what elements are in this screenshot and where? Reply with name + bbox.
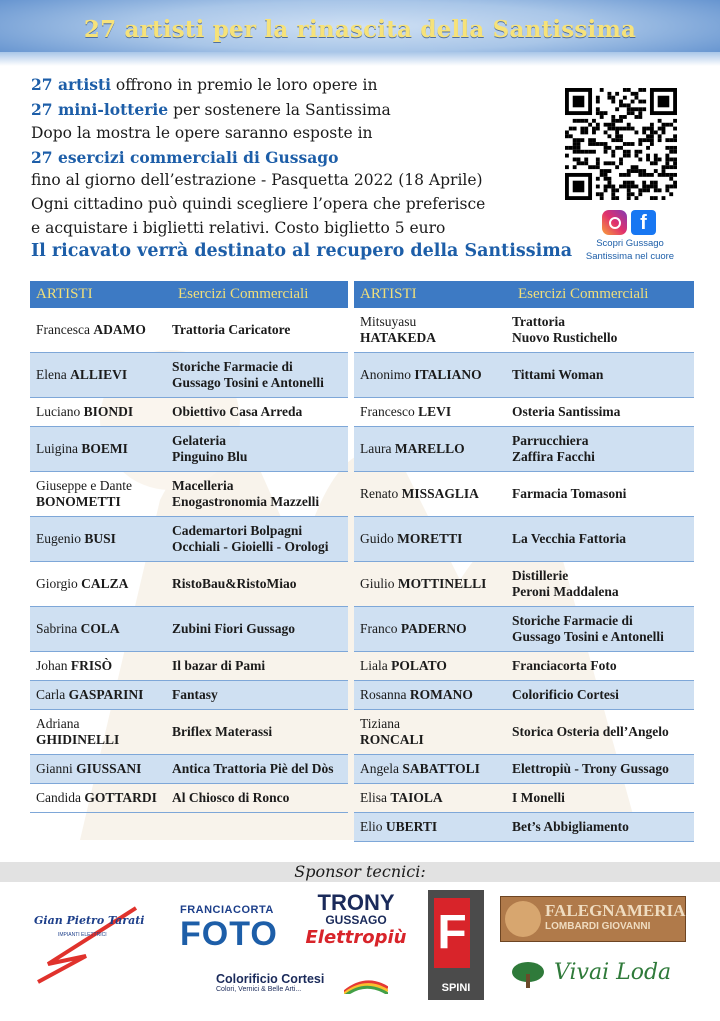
- artist-last-name: ADAMO: [93, 322, 146, 337]
- table-cell-group-right: [354, 813, 694, 842]
- artist-last-name: HATAKEDA: [360, 330, 437, 345]
- artist-first-name: Francesca: [36, 322, 94, 337]
- artist-name: [30, 441, 172, 457]
- intro-highlight: 27 mini-lotterie: [31, 99, 169, 119]
- artist-first-name: Sabrina: [36, 621, 81, 636]
- artist-first-name: Giuseppe e Dante: [36, 478, 132, 493]
- artist-name: [354, 441, 512, 457]
- artist-first-name: Johan: [36, 658, 71, 673]
- shop-name-line: Peroni Maddalena: [512, 584, 619, 599]
- falegnameria-wood-icon: [505, 901, 541, 937]
- shop-name: [512, 531, 694, 547]
- artist-name: [30, 621, 172, 637]
- artist-first-name: Liala: [360, 658, 392, 673]
- table-cell-group-right: [354, 607, 694, 652]
- table-cell-group-left: [30, 681, 348, 710]
- table-cell-group-right: [354, 398, 694, 427]
- vivai-loda-name: Vivai Loda: [554, 960, 672, 985]
- intro-highlight: 27 artisti: [31, 75, 111, 94]
- table-row: [30, 652, 694, 681]
- artist-name: [30, 531, 172, 547]
- shop-name: [172, 404, 348, 420]
- artist-last-name: GIUSSANI: [76, 761, 142, 776]
- artist-last-name: SABATTOLI: [402, 761, 480, 776]
- shop-name-line: Franciacorta Foto: [512, 658, 617, 673]
- artist-name: [354, 790, 512, 806]
- sponsor-logos: [0, 884, 720, 1021]
- artist-name: [354, 658, 512, 674]
- qr-code[interactable]: [565, 88, 677, 200]
- table-header: [30, 281, 694, 308]
- table-cell-group-right: [354, 710, 694, 755]
- shop-name: [512, 687, 694, 703]
- table-cell-group-right: [354, 427, 694, 472]
- social-caption-line: Scopri Gussago: [596, 238, 664, 249]
- colorificio-cortesi-logo: [216, 972, 396, 1006]
- artist-last-name: MISSAGLIA: [401, 486, 479, 501]
- artist-name: [354, 716, 512, 748]
- artist-first-name: Adriana: [36, 716, 80, 731]
- table-cell-group-left: [30, 517, 348, 562]
- table-row: [30, 681, 694, 710]
- artist-first-name: Carla: [36, 687, 69, 702]
- artist-first-name: Franco: [360, 621, 401, 636]
- artist-name: [30, 322, 172, 338]
- shop-name-line: Macelleria: [172, 478, 234, 493]
- table-cell-group-right: [354, 652, 694, 681]
- artist-first-name: Giulio: [360, 576, 398, 591]
- artist-last-name: MOTTINELLI: [397, 576, 487, 591]
- artist-last-name: COLA: [80, 621, 120, 636]
- table-cell-group-left: [30, 398, 348, 427]
- page-title: 27 artisti per la rinascita della Santissima: [83, 16, 637, 43]
- intro-text-line: Ogni cittadino può quindi scegliere l’opera che preferisce: [31, 194, 486, 213]
- shop-name: [512, 314, 694, 346]
- shop-name-line: Gelateria: [172, 433, 226, 448]
- shop-name: [172, 576, 348, 592]
- artist-first-name: Rosanna: [360, 687, 410, 702]
- intro-conclusion: Il ricavato verrà destinato al recupero della Santissima: [31, 241, 573, 262]
- shop-name: [172, 322, 348, 338]
- artist-name: [30, 790, 172, 806]
- shop-name: [512, 613, 694, 645]
- column-header-shops: Esercizi Commerciali: [518, 286, 649, 302]
- table-cell-group-left: [30, 562, 348, 607]
- artist-last-name: FRISÒ: [70, 658, 113, 673]
- shop-name-line: Cademartori Bolpagni: [172, 523, 303, 538]
- shop-name-line: Pinguino Blu: [172, 449, 248, 464]
- table-row: [30, 607, 694, 652]
- artist-first-name: Laura: [360, 441, 395, 456]
- tarati-name: Gian Pietro Tarati: [34, 914, 145, 927]
- artist-name: [30, 367, 172, 383]
- artist-first-name: Guido: [360, 531, 398, 546]
- intro-highlight: 27 esercizi commerciali di Gussago: [31, 147, 339, 167]
- social-caption-line: Santissima nel cuore: [585, 250, 675, 262]
- artist-name: [30, 404, 172, 420]
- artist-last-name: ITALIANO: [414, 367, 482, 382]
- artist-last-name: BONOMETTI: [36, 494, 121, 509]
- shop-name-line: Parrucchiera: [512, 433, 589, 448]
- tarati-logo: [28, 904, 148, 984]
- shop-name-line: Tittami Woman: [512, 367, 604, 382]
- shop-name-line: Fantasy: [172, 687, 218, 702]
- facebook-icon[interactable]: f: [631, 210, 656, 235]
- table-cell-group-left: [30, 755, 348, 784]
- shop-name-line: Colorificio Cortesi: [512, 687, 619, 702]
- vivai-loda-logo: [510, 958, 690, 992]
- shop-name-line: Zaffira Facchi: [512, 449, 595, 464]
- shop-name-line: Farmacia Tomasoni: [512, 486, 627, 501]
- shop-name: [172, 790, 348, 806]
- spini-logo: [428, 890, 484, 1000]
- table-row: [30, 710, 694, 755]
- table-row: [30, 755, 694, 784]
- shop-name-line: Bet’s Abbigliamento: [512, 819, 629, 834]
- artist-name: [354, 761, 512, 777]
- artist-last-name: RONCALI: [360, 732, 424, 747]
- intro-text-line: e acquistare i biglietti relativi. Costo biglietto 5 euro: [31, 218, 446, 237]
- social-icons: [602, 210, 656, 235]
- artist-last-name: CALZA: [81, 576, 129, 591]
- table-cell-group-right: [354, 353, 694, 398]
- shop-name: [512, 819, 694, 835]
- artist-name: [354, 404, 512, 420]
- artist-last-name: MORETTI: [397, 531, 463, 546]
- shop-name-line: Gussago Tosini e Antonelli: [172, 375, 324, 390]
- shop-name-line: Enogastronomia Mazzelli: [172, 494, 320, 509]
- social-caption: [570, 238, 690, 263]
- artist-last-name: BIONDI: [83, 404, 134, 419]
- table-cell-group-right: [354, 755, 694, 784]
- artist-first-name: Elisa: [360, 790, 391, 805]
- shop-name-line: Distillerie: [512, 568, 569, 583]
- artist-last-name: POLATO: [391, 658, 447, 673]
- artist-last-name: PADERNO: [400, 621, 467, 636]
- table-cell-group-left: [30, 710, 348, 755]
- cortesi-name: Colorificio Cortesi: [216, 972, 325, 986]
- artist-name: [30, 658, 172, 674]
- artist-first-name: Giorgio: [36, 576, 82, 591]
- shop-name: [512, 658, 694, 674]
- artist-name: [354, 621, 512, 637]
- sponsor-heading: Sponsor tecnici:: [0, 862, 720, 882]
- franciacorta-foto-line1: FRANCIACORTA: [180, 904, 274, 916]
- artist-name: [30, 687, 172, 703]
- shop-name: [512, 790, 694, 806]
- shop-name: [512, 724, 694, 740]
- table-cell-group-left: [30, 353, 348, 398]
- artist-name: [354, 531, 512, 547]
- table-row: [30, 353, 694, 398]
- table-row: [30, 472, 694, 517]
- shop-name-line: Osteria Santissima: [512, 404, 621, 419]
- artist-last-name: MARELLO: [394, 441, 465, 456]
- intro-text: [31, 73, 571, 264]
- artist-last-name: ALLIEVI: [70, 367, 128, 382]
- tree-icon: [510, 960, 546, 990]
- artist-last-name: UBERTI: [385, 819, 438, 834]
- artist-name: [30, 576, 172, 592]
- table-body: [30, 308, 694, 842]
- artist-first-name: Tiziana: [360, 716, 400, 731]
- shop-name-line: Briflex Materassi: [172, 724, 273, 739]
- artist-last-name: BUSI: [84, 531, 116, 546]
- shop-name: [172, 478, 348, 510]
- trony-line2: GUSSAGO: [325, 913, 387, 927]
- shop-name: [512, 568, 694, 600]
- artist-last-name: ROMANO: [409, 687, 473, 702]
- shop-name-line: La Vecchia Fattoria: [512, 531, 626, 546]
- artist-last-name: GOTTARDI: [84, 790, 157, 805]
- shop-name-line: Gussago Tosini e Antonelli: [512, 629, 664, 644]
- shop-name: [172, 724, 348, 740]
- shop-name-line: Storica Osteria dell’Angelo: [512, 724, 669, 739]
- shop-name: [172, 523, 348, 555]
- artist-name: [354, 314, 512, 346]
- artist-last-name: GHIDINELLI: [36, 732, 120, 747]
- artist-name: [354, 367, 512, 383]
- artist-name: [354, 819, 512, 835]
- shop-name: [512, 367, 694, 383]
- shop-name: [172, 658, 348, 674]
- rainbow-brush-icon: [344, 978, 388, 994]
- artist-name: [354, 687, 512, 703]
- artist-first-name: Eugenio: [36, 531, 85, 546]
- shop-name-line: Antica Trattoria Piè del Dòs: [172, 761, 334, 776]
- franciacorta-foto-logo: [180, 904, 280, 974]
- table-row: [30, 517, 694, 562]
- artists-table: [30, 281, 694, 842]
- tarati-subtitle: IMPIANTI ELETTRICI: [58, 932, 107, 938]
- falegnameria-line2: LOMBARDI GIOVANNI: [545, 921, 651, 932]
- falegnameria-line1: FALEGNAMERIA: [545, 901, 686, 920]
- intro-text-line: offrono in premio le loro opere in: [111, 76, 378, 94]
- artist-first-name: Anonimo: [360, 367, 415, 382]
- table-cell-group-left: [30, 308, 348, 353]
- shop-name: [172, 687, 348, 703]
- intro-text-line: Dopo la mostra le opere saranno esposte in: [31, 124, 373, 143]
- shop-name-line: I Monelli: [512, 790, 565, 805]
- shop-name-line: Obiettivo Casa Arreda: [172, 404, 303, 419]
- table-row: [30, 308, 694, 353]
- table-row: [30, 427, 694, 472]
- column-header-shops: Esercizi Commerciali: [178, 286, 309, 302]
- spini-mark: F: [434, 898, 470, 968]
- table-cell-group-right: [354, 517, 694, 562]
- table-cell-group-right: [354, 472, 694, 517]
- artist-first-name: Candida: [36, 790, 85, 805]
- artist-first-name: Mitsuyasu: [360, 314, 417, 329]
- shop-name: [512, 761, 694, 777]
- shop-name-line: Il bazar di Pami: [172, 658, 266, 673]
- table-cell-group-left: [30, 784, 348, 813]
- table-cell-group-right: [354, 681, 694, 710]
- column-header-artists: ARTISTI: [36, 286, 93, 302]
- artist-last-name: BOEMI: [81, 441, 128, 456]
- intro-text-line: per sostenere la Santissima: [168, 100, 391, 119]
- shop-name: [512, 404, 694, 420]
- shop-name: [512, 433, 694, 465]
- table-cell-group-right: [354, 562, 694, 607]
- table-cell-group-right: [354, 308, 694, 353]
- shop-name-line: RistoBau&RistoMiao: [172, 576, 297, 591]
- shop-name-line: Al Chiosco di Ronco: [172, 790, 290, 805]
- cortesi-tagline: Colori, Vernici & Belle Arti...: [216, 986, 302, 993]
- artist-first-name: Gianni: [36, 761, 77, 776]
- artist-first-name: Renato: [360, 486, 402, 501]
- table-cell-group-left: [30, 472, 348, 517]
- column-header-artists: ARTISTI: [360, 286, 417, 302]
- trony-line1: TRONY: [317, 890, 395, 915]
- shop-name-line: Zubini Fiori Gussago: [172, 621, 296, 636]
- trony-line3: Elettropiù: [305, 927, 407, 948]
- table-row: [30, 784, 694, 813]
- shop-name: [172, 761, 348, 777]
- artist-last-name: TAIOLA: [390, 790, 443, 805]
- artist-name: [354, 576, 512, 592]
- franciacorta-foto-line2: FOTO: [180, 915, 278, 953]
- artist-name: [30, 716, 172, 748]
- table-cell-group-left: [30, 652, 348, 681]
- artist-last-name: LEVI: [418, 404, 452, 419]
- shop-name: [512, 486, 694, 502]
- artist-first-name: Elio: [360, 819, 386, 834]
- table-cell-group-left: [30, 607, 348, 652]
- artist-name: [30, 761, 172, 777]
- shop-name: [172, 359, 348, 391]
- shop-name-line: Elettropiù - Trony Gussago: [512, 761, 669, 776]
- artist-first-name: Francesco: [360, 404, 419, 419]
- falegnameria-logo: [500, 896, 686, 942]
- artist-first-name: Angela: [360, 761, 403, 776]
- artist-name: [30, 478, 172, 510]
- table-row: [30, 398, 694, 427]
- artist-first-name: Elena: [36, 367, 71, 382]
- table-cell-group-right: [354, 784, 694, 813]
- instagram-icon[interactable]: [602, 210, 627, 235]
- table-cell-group-left: [30, 813, 348, 842]
- shop-name-line: Trattoria: [512, 314, 565, 329]
- artist-first-name: Luciano: [36, 404, 84, 419]
- shop-name: [172, 621, 348, 637]
- artist-last-name: GASPARINI: [68, 687, 144, 702]
- artist-first-name: Luigina: [36, 441, 82, 456]
- table-cell-group-left: [30, 427, 348, 472]
- shop-name-line: Occhiali - Gioielli - Orologi: [172, 539, 329, 554]
- intro-text-line: fino al giorno dell’estrazione - Pasquetta 2022 (18 Aprile): [31, 171, 483, 190]
- trony-elettropiu-logo: [300, 892, 412, 966]
- shop-name-line: Storiche Farmacie di: [172, 359, 293, 374]
- artist-name: [354, 486, 512, 502]
- shop-name-line: Storiche Farmacie di: [512, 613, 633, 628]
- shop-name-line: Trattoria Caricatore: [172, 322, 291, 337]
- table-row: [30, 813, 694, 842]
- spini-name: SPINI: [441, 982, 471, 994]
- shop-name: [172, 433, 348, 465]
- shop-name-line: Nuovo Rustichello: [512, 330, 618, 345]
- table-row: [30, 562, 694, 607]
